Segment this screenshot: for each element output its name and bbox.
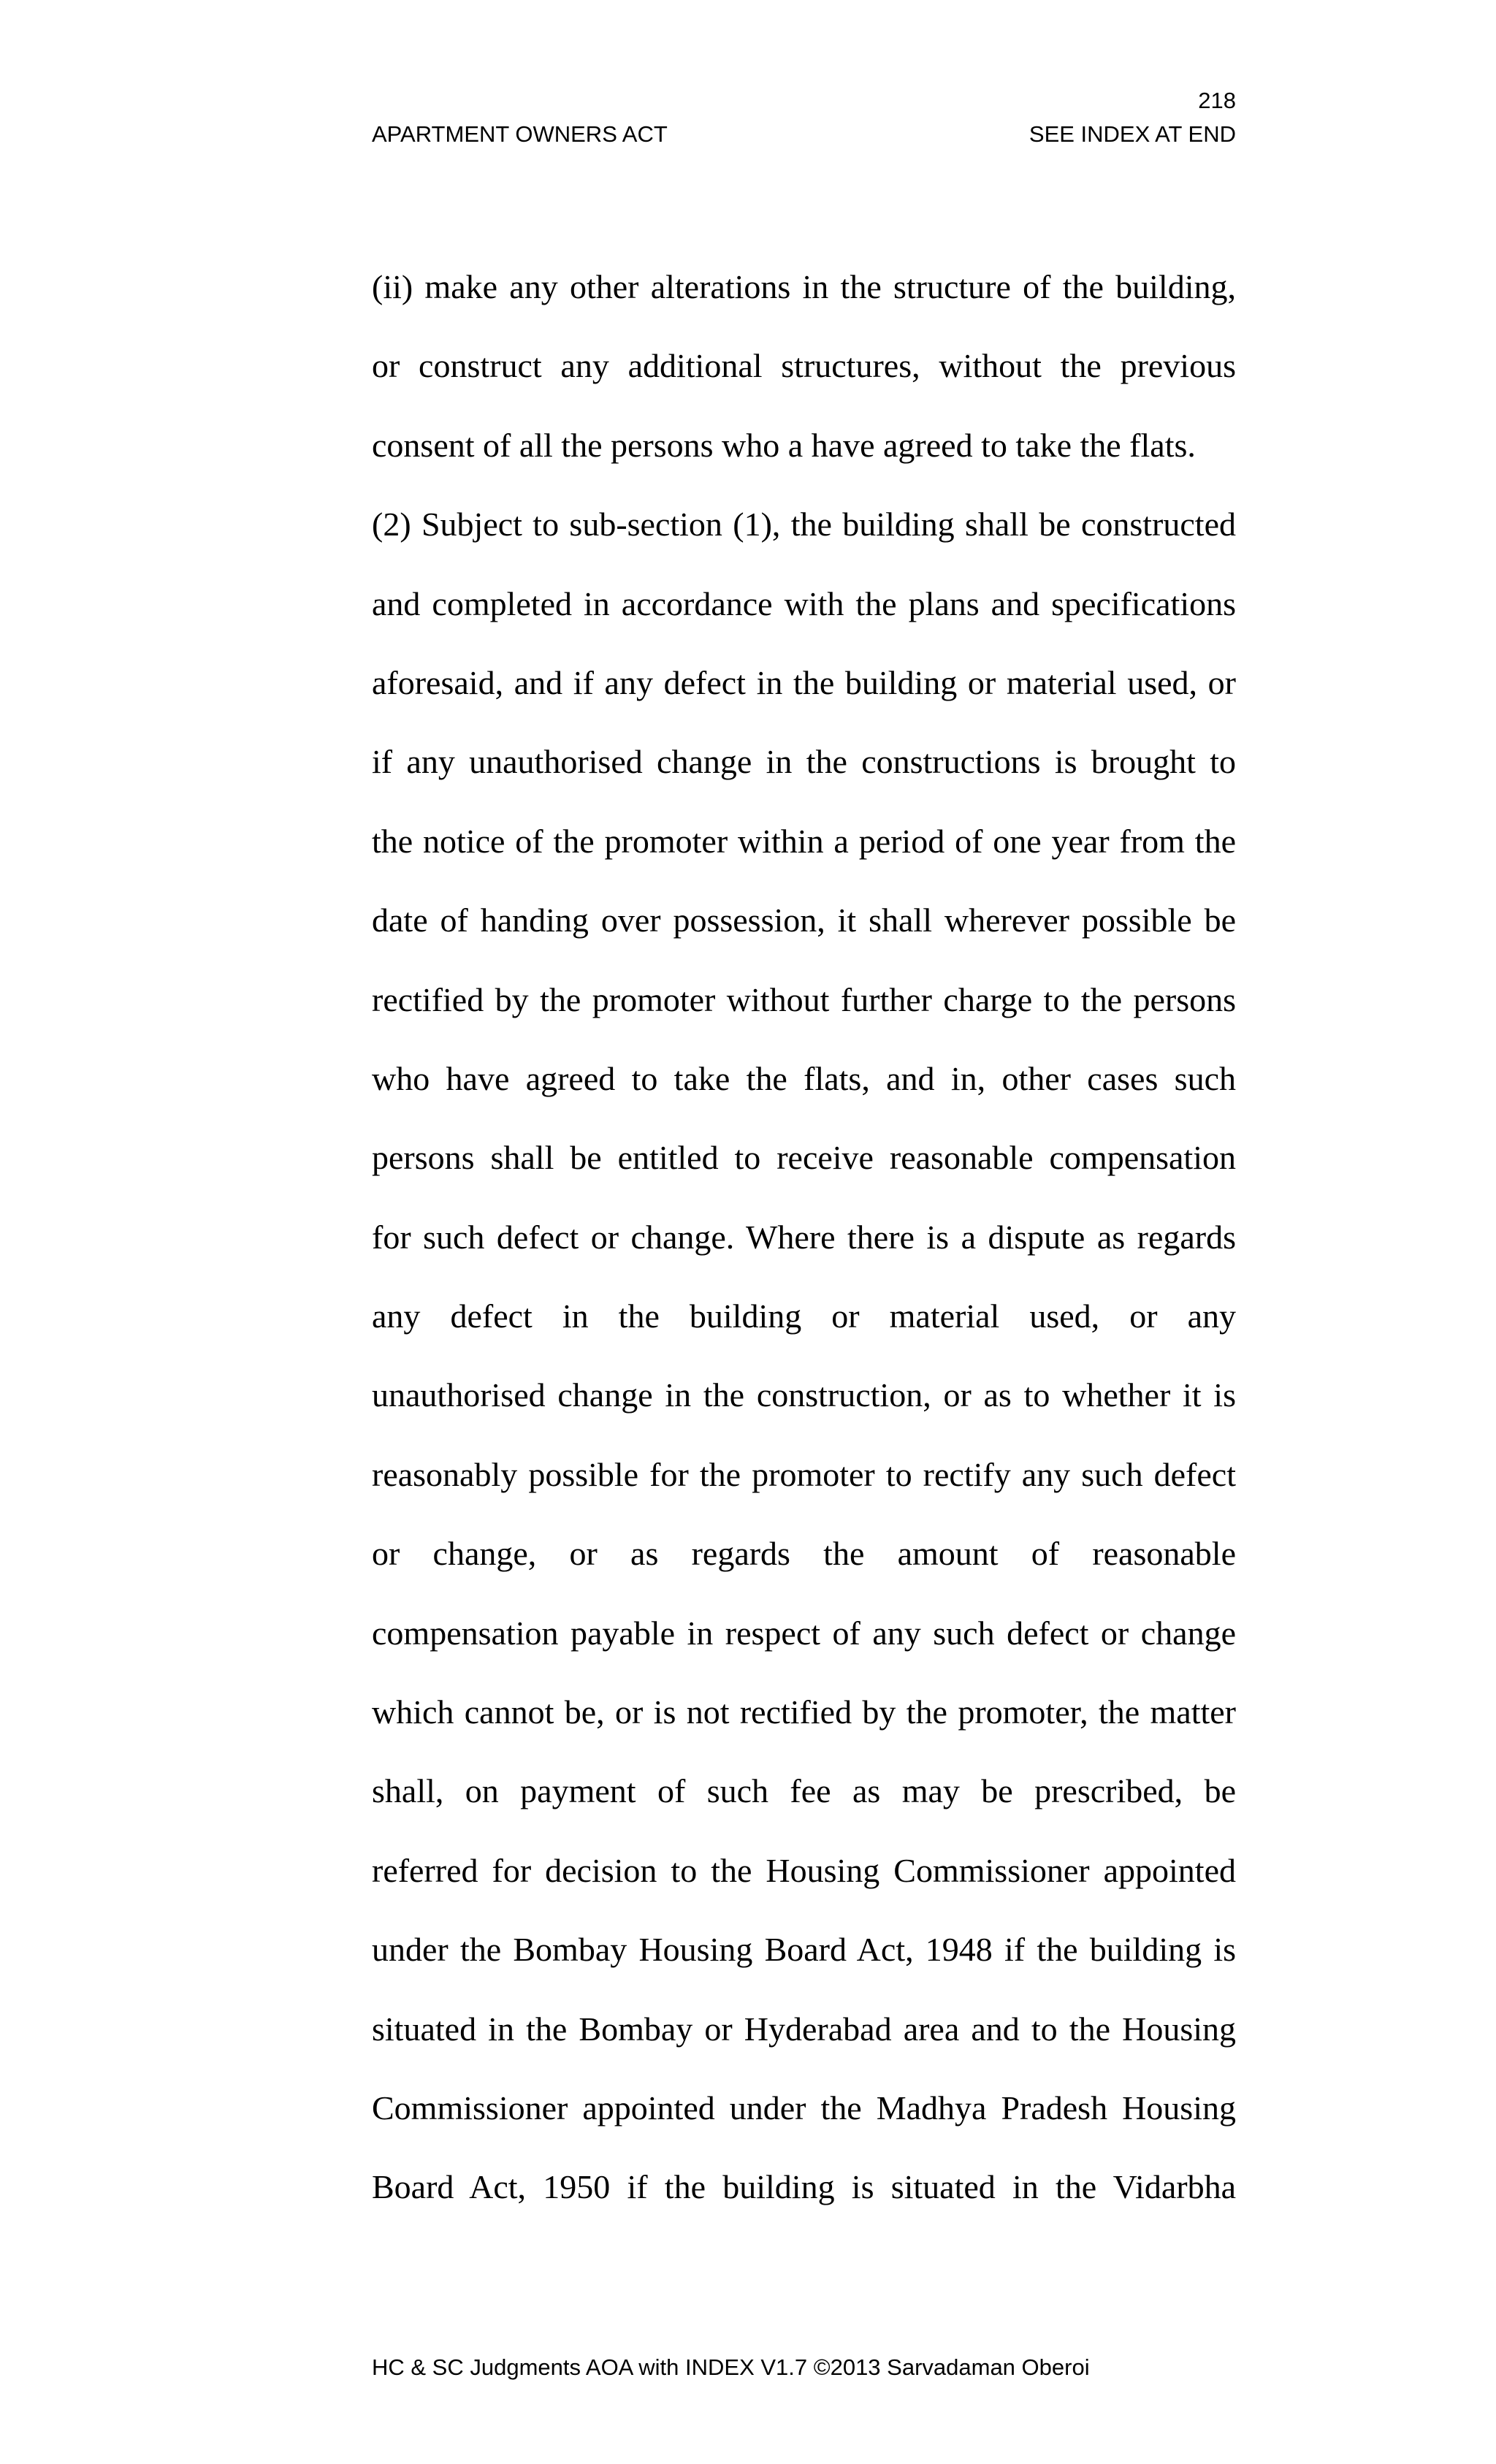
text-line: who have agreed to take the flats, and in, other cases such: [372, 1059, 1236, 1097]
page-footer: HC & SC Judgments AOA with INDEX V1.7 ©2013 Sarvadaman Oberoi: [372, 2354, 1090, 2380]
text-line: situated in the Bombay or Hyderabad area and to the Housing: [372, 2010, 1236, 2048]
text-line: compensation payable in respect of any such defect or change: [372, 1614, 1236, 1652]
text-line: consent of all the persons who a have agreed to take the flats.: [372, 426, 1196, 464]
text-line: Commissioner appointed under the Madhya Pradesh Housing: [372, 2089, 1236, 2127]
text-line: aforesaid, and if any defect in the building or material used, or: [372, 663, 1236, 701]
text-line: for such defect or change. Where there is a dispute as regards: [372, 1218, 1236, 1256]
text-line: and completed in accordance with the plans and specifications: [372, 584, 1236, 622]
body-text: [372, 262, 1236, 2241]
text-line: (2) Subject to sub-section (1), the building shall be constructed: [372, 506, 1236, 543]
text-line: persons shall be entitled to receive reasonable compensation: [372, 1139, 1236, 1177]
text-line: if any unauthorised change in the constructions is brought to: [372, 743, 1236, 781]
text-line: shall, on payment of such fee as may be prescribed, be: [372, 1772, 1236, 1810]
text-line: Board Act, 1950 if the building is situated in the Vidarbha: [372, 2168, 1236, 2206]
page-number: 218: [1198, 88, 1236, 113]
text-line: unauthorised change in the construction, or as to whether it is: [372, 1376, 1236, 1414]
header-index-note: SEE INDEX AT END: [1028, 121, 1236, 147]
text-line: date of handing over possession, it shall wherever possible be: [372, 901, 1236, 939]
text-line: (ii) make any other alterations in the structure of the building,: [372, 268, 1236, 305]
header-title: APARTMENT OWNERS ACT: [372, 121, 668, 147]
text-line: which cannot be, or is not rectified by the promoter, the matter: [372, 1693, 1236, 1731]
text-line: or construct any additional structures, without the previous: [372, 347, 1236, 385]
text-line: rectified by the promoter without further charge to the persons: [372, 980, 1236, 1018]
text-line: the notice of the promoter within a period of one year from the: [372, 822, 1236, 860]
text-line: referred for decision to the Housing Commissioner appointed: [372, 1851, 1236, 1889]
running-header: [372, 123, 1236, 145]
text-line: any defect in the building or material used, or any: [372, 1297, 1236, 1335]
text-line: or change, or as regards the amount of reasonable: [372, 1535, 1236, 1573]
text-line: reasonably possible for the promoter to rectify any such defect: [372, 1455, 1236, 1493]
text-line: under the Bombay Housing Board Act, 1948 if the building is: [372, 1931, 1236, 1969]
